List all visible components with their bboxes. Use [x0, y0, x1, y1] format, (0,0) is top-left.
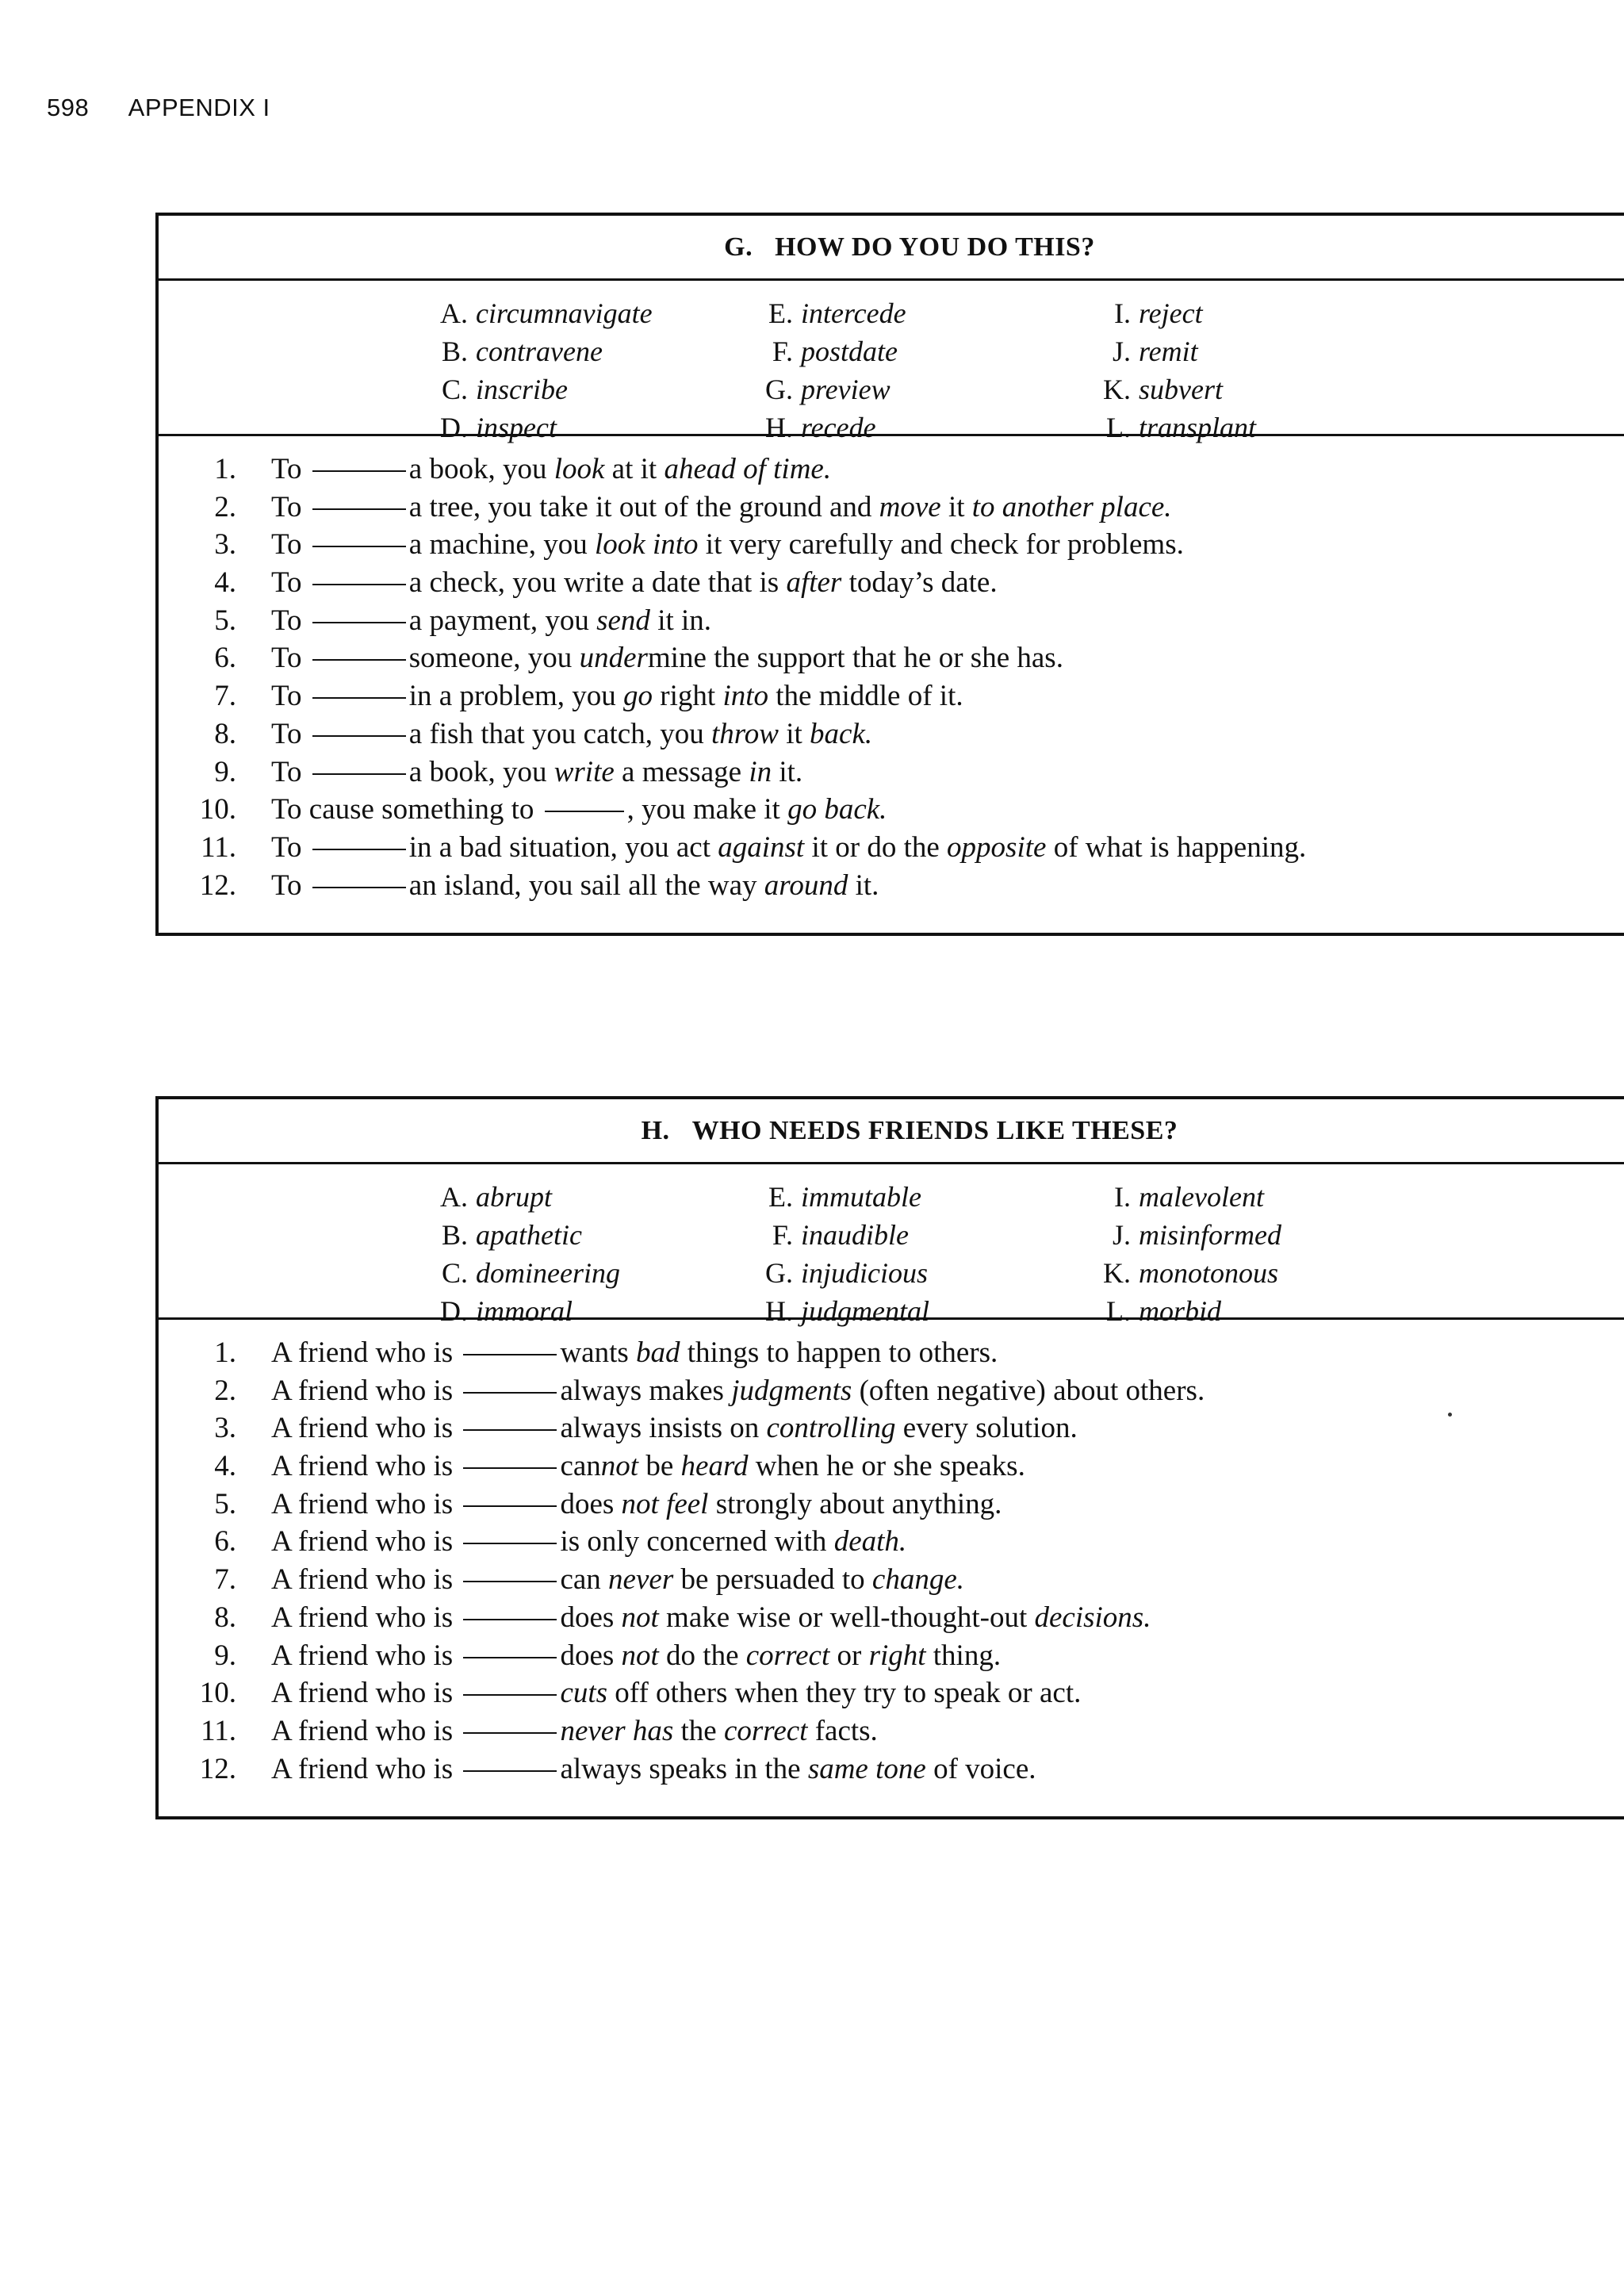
answer-blank[interactable]	[312, 658, 406, 661]
choice-word: immoral	[476, 1295, 573, 1327]
word-choice	[749, 408, 1082, 447]
answer-blank[interactable]	[312, 696, 406, 699]
question-text: it	[940, 490, 972, 523]
question-text: thing.	[925, 1639, 1002, 1672]
choice-column	[423, 294, 756, 447]
question-item	[159, 489, 1624, 527]
question-text: a check, you write a date that is	[408, 566, 787, 600]
choice-letter: G.	[765, 374, 793, 405]
choice-letter: H.	[765, 412, 793, 443]
question-text: right	[653, 680, 723, 713]
exercise-heading: WHO NEEDS FRIENDS LIKE THESE?	[691, 1115, 1178, 1145]
choice-word: preview	[801, 374, 891, 405]
emphasized-text: controlling	[766, 1412, 896, 1445]
question-number: 5.	[214, 1487, 236, 1520]
answer-blank[interactable]	[463, 1731, 557, 1734]
emphasized-text: opposite	[947, 830, 1047, 864]
question-item	[159, 1447, 1624, 1486]
choice-word: remit	[1139, 335, 1198, 367]
question-item	[159, 1409, 1624, 1447]
choice-letter: A.	[440, 297, 468, 329]
emphasized-text: back.	[810, 717, 873, 750]
question-text: always speaks in the	[560, 1752, 808, 1785]
question-text: can	[560, 1563, 609, 1597]
question-item	[159, 639, 1624, 677]
question-item	[159, 1599, 1624, 1637]
question-text: does	[560, 1487, 622, 1520]
question-text: it	[778, 717, 810, 750]
emphasized-text: look into	[595, 528, 699, 562]
question-text: be persuaded to	[673, 1563, 872, 1597]
choice-column	[749, 294, 1082, 447]
word-choice	[749, 332, 1082, 370]
question-item	[159, 829, 1624, 867]
choice-word: domineering	[476, 1257, 620, 1289]
question-item	[159, 1637, 1624, 1675]
choice-column	[1086, 1178, 1419, 1330]
choice-letter: H.	[765, 1295, 793, 1327]
question-text: an island, you sail all the way	[408, 868, 764, 902]
emphasized-text: right	[868, 1639, 926, 1672]
emphasized-text: same tone	[807, 1752, 926, 1785]
question-number: 7.	[214, 1563, 236, 1597]
choice-word: contravene	[476, 335, 603, 367]
exercise-title	[159, 1099, 1624, 1164]
question-text: today’s date.	[841, 566, 998, 600]
answer-blank[interactable]	[312, 847, 406, 850]
question-item	[159, 1674, 1624, 1712]
running-head	[47, 94, 270, 122]
choice-letter: K.	[1103, 1257, 1131, 1289]
question-text: To	[271, 642, 309, 675]
choice-letter: D.	[440, 412, 468, 443]
choice-letter: K.	[1103, 374, 1131, 405]
question-text: a book, you	[408, 755, 554, 788]
answer-blank[interactable]	[463, 1352, 557, 1355]
question-text: the	[673, 1714, 724, 1747]
question-list	[159, 1320, 1624, 1788]
choice-letter: A.	[440, 1181, 468, 1213]
word-choice	[749, 294, 1082, 332]
choice-word: intercede	[801, 297, 906, 329]
choice-letter: F.	[772, 1219, 793, 1251]
question-item	[159, 526, 1624, 564]
choice-word: apathetic	[476, 1219, 582, 1251]
question-item	[159, 791, 1624, 829]
page-number: 598	[47, 94, 90, 121]
question-item	[159, 753, 1624, 792]
choice-letter: I.	[1114, 1181, 1131, 1213]
question-item	[159, 602, 1624, 640]
emphasized-text: not	[621, 1601, 659, 1634]
emphasized-text: never	[608, 1563, 674, 1597]
question-text: , you make it	[626, 793, 788, 826]
question-text: things to happen to others.	[680, 1336, 998, 1369]
question-item	[159, 1712, 1624, 1750]
word-choice	[423, 1292, 756, 1330]
emphasized-text: death.	[833, 1525, 907, 1559]
choice-letter: B.	[441, 335, 468, 367]
question-number: 3.	[214, 1412, 236, 1445]
choice-word: immutable	[801, 1181, 921, 1213]
exercise-letter: H.	[641, 1115, 670, 1145]
question-text: strongly about anything.	[708, 1487, 1002, 1520]
choice-word: reject	[1139, 297, 1203, 329]
question-text: always makes	[560, 1374, 732, 1407]
choice-word: postdate	[801, 335, 898, 367]
question-text: To	[271, 490, 309, 523]
question-text: mine the support that he or she has.	[647, 642, 1063, 675]
question-text: A friend who is	[271, 1374, 461, 1407]
question-number: 12.	[199, 868, 236, 902]
emphasized-text: send	[596, 604, 650, 637]
question-text: every solution.	[895, 1412, 1078, 1445]
question-text: A friend who is	[271, 1450, 461, 1483]
question-text: A friend who is	[271, 1677, 461, 1710]
question-item	[159, 1372, 1624, 1410]
answer-blank[interactable]	[463, 1390, 557, 1394]
answer-blank[interactable]	[312, 772, 406, 775]
choice-word: abrupt	[476, 1181, 553, 1213]
emphasized-text: bad	[636, 1336, 680, 1369]
question-text: To	[271, 604, 309, 637]
exercise-letter: G.	[724, 232, 753, 262]
answer-blank[interactable]	[463, 1541, 557, 1544]
question-text: in a problem, you	[408, 680, 624, 713]
answer-blank[interactable]	[463, 1428, 557, 1431]
emphasized-text: correct	[723, 1714, 808, 1747]
question-text: To	[271, 680, 309, 713]
choice-letter: E.	[768, 1181, 793, 1213]
choice-column	[423, 1178, 756, 1330]
question-number: 9.	[214, 1639, 236, 1672]
question-item	[159, 1486, 1624, 1524]
section-title: APPENDIX I	[128, 94, 270, 121]
question-item	[159, 1561, 1624, 1599]
question-number: 10.	[199, 793, 236, 826]
choice-letter: I.	[1114, 297, 1131, 329]
question-text: it in.	[649, 604, 712, 637]
question-number: 8.	[214, 1601, 236, 1634]
choice-letter: C.	[441, 374, 468, 405]
choice-letter: D.	[440, 1295, 468, 1327]
emphasized-text: correct	[745, 1639, 830, 1672]
question-text: when he or she speaks.	[748, 1450, 1025, 1483]
word-choice	[423, 1216, 756, 1254]
answer-blank[interactable]	[312, 620, 406, 623]
choice-letter: J.	[1112, 335, 1131, 367]
question-text: To	[271, 830, 309, 864]
choice-word: misinformed	[1139, 1219, 1281, 1251]
question-number: 2.	[214, 1374, 236, 1407]
answer-blank[interactable]	[463, 1504, 557, 1507]
question-text: A friend who is	[271, 1412, 461, 1445]
choice-word: inspect	[476, 412, 557, 443]
question-text: can	[560, 1450, 601, 1483]
question-number: 8.	[214, 717, 236, 750]
question-text: do the	[658, 1639, 746, 1672]
question-text: is only concerned with	[560, 1525, 834, 1559]
question-item	[159, 1523, 1624, 1561]
question-text: A friend who is	[271, 1563, 461, 1597]
question-item	[159, 451, 1624, 489]
emphasized-text: after	[786, 566, 842, 600]
emphasized-text: to another place.	[971, 490, 1172, 523]
word-choice	[1086, 332, 1419, 370]
emphasized-text: not	[621, 1639, 659, 1672]
word-choice	[423, 408, 756, 447]
answer-blank[interactable]	[312, 734, 406, 737]
question-text: off others when they try to speak or act.	[607, 1677, 1082, 1710]
word-choice	[749, 1292, 1082, 1330]
answer-blank[interactable]	[312, 469, 406, 472]
exercise-heading: HOW DO YOU DO THIS?	[775, 232, 1095, 262]
question-text: wants	[560, 1336, 637, 1369]
question-text: To	[271, 528, 309, 562]
question-text: facts.	[807, 1714, 878, 1747]
emphasized-text: go back.	[787, 793, 887, 826]
choice-letter: L.	[1106, 1295, 1131, 1327]
choice-word: injudicious	[801, 1257, 928, 1289]
word-choice	[1086, 1178, 1419, 1216]
question-text: the middle of it.	[768, 680, 963, 713]
question-text: A friend who is	[271, 1601, 461, 1634]
question-text: A friend who is	[271, 1639, 461, 1672]
word-choice	[1086, 370, 1419, 408]
question-number: 1.	[214, 453, 236, 485]
choice-word: circumnavigate	[476, 297, 653, 329]
word-choice	[749, 370, 1082, 408]
question-text: or	[829, 1639, 869, 1672]
question-text: does	[560, 1639, 622, 1672]
emphasized-text: look	[553, 453, 605, 485]
emphasized-text: heard	[680, 1450, 749, 1483]
question-number: 3.	[214, 528, 236, 562]
choice-word: inscribe	[476, 374, 568, 405]
emphasized-text: change.	[871, 1563, 965, 1597]
question-number: 6.	[214, 642, 236, 675]
word-choice	[749, 1254, 1082, 1292]
question-text: a machine, you	[408, 528, 596, 562]
emphasized-text: not feel	[621, 1487, 709, 1520]
answer-blank[interactable]	[463, 1617, 557, 1620]
question-text: a book, you	[408, 453, 554, 485]
choice-letter: E.	[768, 297, 793, 329]
question-number: 1.	[214, 1336, 236, 1369]
question-text: To	[271, 717, 309, 750]
question-number: 11.	[201, 1714, 236, 1747]
emphasized-text: ahead of time.	[664, 453, 832, 485]
emphasized-text: around	[764, 868, 848, 902]
choice-letter: L.	[1106, 412, 1131, 443]
word-choice	[1086, 294, 1419, 332]
question-number: 11.	[201, 830, 236, 864]
question-text: To cause something to	[271, 793, 542, 826]
word-choice	[423, 1254, 756, 1292]
question-text: To	[271, 755, 309, 788]
exercise-g-box	[155, 213, 1624, 936]
question-text: it or do the	[804, 830, 948, 864]
question-item	[159, 564, 1624, 602]
question-text: someone, you	[408, 642, 580, 675]
word-choice	[1086, 1292, 1419, 1330]
question-number: 6.	[214, 1525, 236, 1559]
choice-word: transplant	[1139, 412, 1257, 443]
question-text: a message	[614, 755, 749, 788]
question-text: it.	[772, 755, 803, 788]
emphasized-text: decisions.	[1034, 1601, 1151, 1634]
word-choice	[423, 294, 756, 332]
word-choice	[749, 1178, 1082, 1216]
question-text: To	[271, 566, 309, 600]
emphasized-text: write	[553, 755, 615, 788]
word-choice	[423, 370, 756, 408]
question-item	[159, 867, 1624, 905]
question-text: A friend who is	[271, 1714, 461, 1747]
question-text: always insists on	[560, 1412, 767, 1445]
word-choice	[423, 1178, 756, 1216]
question-text: in a bad situation, you act	[408, 830, 718, 864]
answer-blank[interactable]	[463, 1579, 557, 1582]
choice-word: malevolent	[1139, 1181, 1264, 1213]
emphasized-text: not	[600, 1450, 639, 1483]
emphasized-text: judgments	[731, 1374, 852, 1407]
choice-column	[1086, 294, 1419, 447]
question-number: 4.	[214, 1450, 236, 1483]
choice-word: inaudible	[801, 1219, 909, 1251]
emphasized-text: in	[749, 755, 772, 788]
emphasized-text: against	[718, 830, 805, 864]
word-choice	[1086, 1254, 1419, 1292]
answer-blank[interactable]	[463, 1693, 557, 1696]
question-text: A friend who is	[271, 1752, 461, 1785]
question-text: of voice.	[925, 1752, 1036, 1785]
exercise-title	[159, 216, 1624, 281]
question-text: a payment, you	[408, 604, 597, 637]
answer-blank[interactable]	[312, 582, 406, 585]
choice-word: morbid	[1139, 1295, 1222, 1327]
exercise-h-box	[155, 1096, 1624, 1819]
question-text: make wise or well-thought-out	[658, 1601, 1035, 1634]
emphasized-text: move	[879, 490, 941, 523]
question-text: does	[560, 1601, 622, 1634]
choice-letter: C.	[441, 1257, 468, 1289]
emphasized-text: go	[623, 680, 653, 713]
question-number: 9.	[214, 755, 236, 788]
emphasized-text: throw	[710, 717, 779, 750]
question-text: To	[271, 453, 309, 485]
question-text: of what is happening.	[1046, 830, 1307, 864]
word-choice	[1086, 1216, 1419, 1254]
choice-letter: G.	[765, 1257, 793, 1289]
choice-word: monotonous	[1139, 1257, 1279, 1289]
answer-blank[interactable]	[463, 1655, 557, 1658]
word-choice	[423, 332, 756, 370]
stray-mark	[1448, 1413, 1452, 1417]
question-number: 5.	[214, 604, 236, 637]
question-text: A friend who is	[271, 1336, 461, 1369]
emphasized-text: under	[579, 642, 648, 675]
choice-letter: J.	[1112, 1219, 1131, 1251]
question-text: A friend who is	[271, 1487, 461, 1520]
question-text: A friend who is	[271, 1525, 461, 1559]
choice-letter: F.	[772, 335, 793, 367]
question-number: 10.	[199, 1677, 236, 1710]
question-text: a tree, you take it out of the ground and	[408, 490, 879, 523]
word-choice	[1086, 408, 1419, 447]
word-choice	[749, 1216, 1082, 1254]
choice-column	[749, 1178, 1082, 1330]
choice-word: subvert	[1139, 374, 1223, 405]
word-choices	[159, 281, 1624, 443]
answer-blank[interactable]	[312, 507, 406, 510]
question-number: 4.	[214, 566, 236, 600]
answer-blank[interactable]	[312, 885, 406, 888]
question-number: 12.	[199, 1752, 236, 1785]
question-text: (often negative) about others.	[852, 1374, 1205, 1407]
question-text: be	[638, 1450, 681, 1483]
question-item	[159, 677, 1624, 715]
question-item	[159, 1334, 1624, 1372]
emphasized-text: never has	[560, 1714, 674, 1747]
question-text: it.	[848, 868, 879, 902]
question-text: at it	[604, 453, 665, 485]
choice-word: recede	[801, 412, 876, 443]
word-choices	[159, 1164, 1624, 1327]
question-text: a fish that you catch, you	[408, 717, 711, 750]
question-number: 7.	[214, 680, 236, 713]
emphasized-text: into	[722, 680, 768, 713]
emphasized-text: cuts	[560, 1677, 608, 1710]
choice-letter: B.	[441, 1219, 468, 1251]
choice-word: judgmental	[801, 1295, 929, 1327]
question-number: 2.	[214, 490, 236, 523]
answer-blank[interactable]	[312, 544, 406, 547]
question-item	[159, 1750, 1624, 1789]
question-item	[159, 715, 1624, 753]
answer-blank[interactable]	[463, 1466, 557, 1469]
answer-blank[interactable]	[463, 1769, 557, 1772]
answer-blank[interactable]	[545, 809, 624, 812]
question-list	[159, 436, 1624, 904]
question-text: To	[271, 868, 309, 902]
question-text: it very carefully and check for problems.	[698, 528, 1184, 562]
